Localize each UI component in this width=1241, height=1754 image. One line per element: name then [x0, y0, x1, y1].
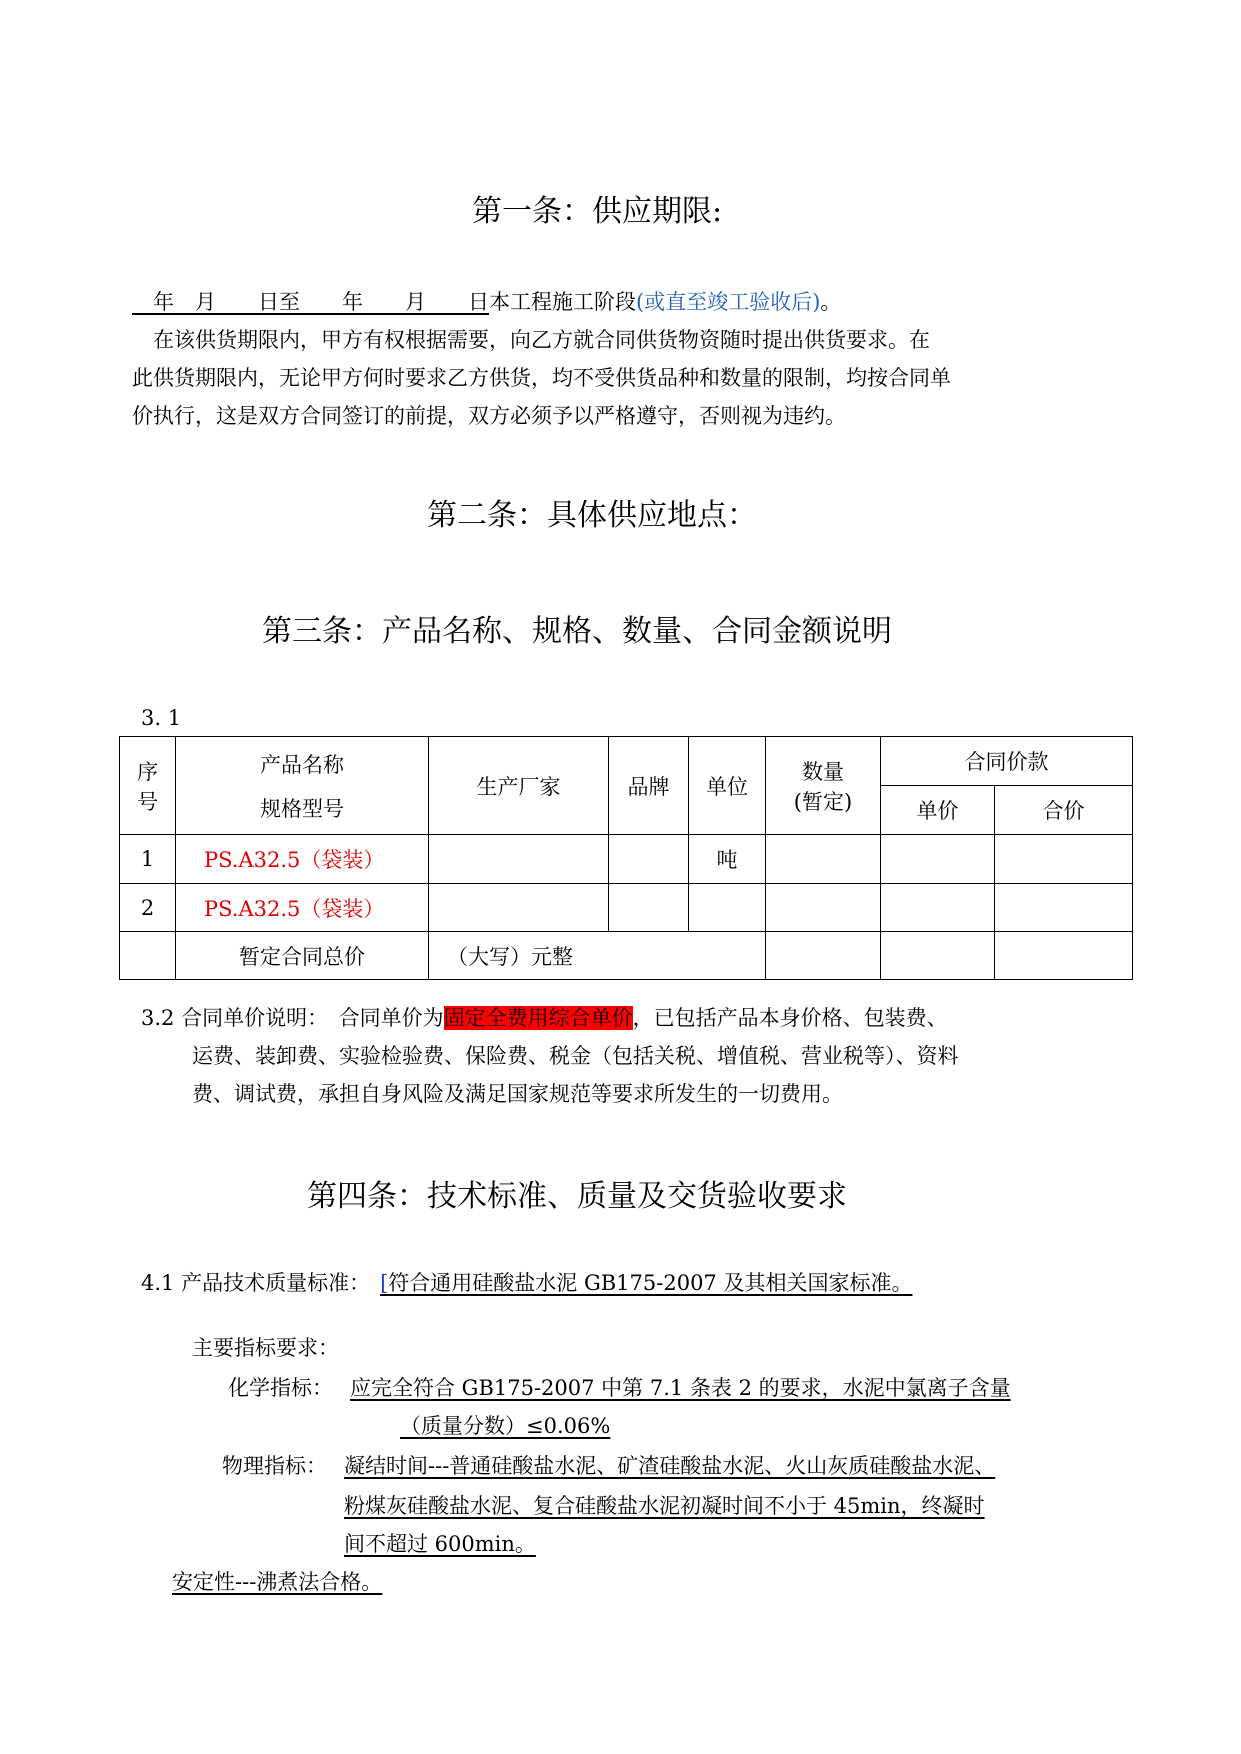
highlight-fixed-price: 固定全费用综合单价: [443, 1006, 633, 1030]
paragraph-line: 价执行，这是双方合同签订的前提，双方必须予以严格遵守，否则视为违约。: [132, 404, 846, 428]
row-seq: 2: [120, 884, 176, 932]
row-quantity: [766, 884, 881, 932]
article2-title: 第二条：具体供应地点：: [427, 498, 757, 533]
paragraph-line: 此供货期限内，无论甲方何时要求乙方供货，均不受供货品种和数量的限制，均按合同单: [132, 366, 951, 390]
summary-empty-cell: [766, 932, 881, 980]
row-unit: 吨: [689, 835, 766, 884]
supply-period-line: [132, 286, 841, 316]
header-quantity: 数量 (暂定): [766, 737, 881, 835]
summary-label: 暂定合同总价: [176, 932, 429, 980]
table-summary-row: [120, 932, 1133, 980]
physical-line2: 粉煤灰硅酸盐水泥、复合硅酸盐水泥初凝时间不小于 45min，终凝时: [344, 1494, 985, 1518]
table-row: [120, 884, 1133, 932]
row-seq: 1: [120, 835, 176, 884]
header-total-price: 合价: [995, 786, 1133, 835]
row-product-name: PS.A32.5（袋装）: [176, 835, 429, 884]
row-unit-price: [881, 835, 995, 884]
supply-period-suffix: 本工程施工阶段: [489, 290, 636, 314]
stability-line: 安定性---沸煮法合格。: [172, 1570, 383, 1594]
supply-period-note: (或直至竣工验收后): [636, 290, 821, 314]
row-quantity: [766, 835, 881, 884]
row-brand: [609, 835, 689, 884]
article3-title: 第三条：产品名称、规格、数量、合同金额说明: [262, 614, 892, 649]
section-3-2-line2: 运费、装卸费、实验检验费、保险费、税金（包括关税、增值税、营业税等）、资料: [192, 1044, 959, 1068]
row-manufacturer: [429, 835, 609, 884]
chemical-line2: （质量分数）≤0.06%: [400, 1414, 611, 1438]
bracket-mark: [: [380, 1271, 389, 1295]
paragraph-line: 在该供货期限内，甲方有权根据需要，向乙方就合同供货物资随时提出供货要求。在: [132, 328, 930, 352]
chemical-line1: 应完全符合 GB175-2007 中第 7.1 条表 2 的要求，水泥中氯离子含量: [350, 1376, 1011, 1400]
row-brand: [609, 884, 689, 932]
header-unit-price: 单价: [881, 786, 995, 835]
summary-empty-cell: [995, 932, 1133, 980]
supply-period-end: 。: [820, 290, 842, 314]
main-requirements-label: 主要指标要求：: [192, 1336, 339, 1360]
article4-title: 第四条：技术标准、质量及交货验收要求: [307, 1179, 847, 1214]
header-brand: 品牌: [609, 737, 689, 835]
section-3-2-rest: ，已包括产品本身价格、包装费、: [632, 1006, 948, 1030]
product-table: [119, 736, 1133, 980]
summary-empty-cell: [120, 932, 176, 980]
article1-title: 第一条：供应期限:: [472, 194, 723, 229]
header-product-name: 产品名称 规格型号: [176, 737, 429, 835]
row-total-price: [995, 835, 1133, 884]
row-manufacturer: [429, 884, 609, 932]
standard-text: 符合通用硅酸盐水泥 GB175-2007 及其相关国家标准。: [388, 1271, 913, 1295]
chemical-label: 化学指标：: [228, 1376, 333, 1400]
physical-line1: 凝结时间---普通硅酸盐水泥、矿渣硅酸盐水泥、火山灰质硅酸盐水泥、: [344, 1454, 996, 1478]
supply-period-fill: 年 月 日至 年 月 日: [132, 290, 489, 314]
row-product-name: PS.A32.5（袋装）: [176, 884, 429, 932]
section-3-2-lead: 3.2 合同单价说明： 合同单价为: [141, 1006, 444, 1030]
section-3-2-line3: 费、调试费，承担自身风险及满足国家规范等要求所发生的一切费用。: [192, 1082, 843, 1106]
row-total-price: [995, 884, 1133, 932]
section-4-1-standard: [370, 1271, 912, 1295]
header-manufacturer: 生产厂家: [429, 737, 609, 835]
summary-empty-cell: [881, 932, 995, 980]
header-seq: 序 号: [120, 737, 176, 835]
section-4-1-label: 4.1 产品技术质量标准：: [141, 1271, 371, 1295]
header-unit: 单位: [689, 737, 766, 835]
section-3-2-line1: [141, 1002, 948, 1032]
header-contract-price: 合同价款: [881, 737, 1133, 786]
section-3-1-label: 3. 1: [141, 706, 182, 730]
row-unit: [689, 884, 766, 932]
summary-amount: （大写）元整: [429, 932, 766, 980]
section-4-1: [141, 1267, 912, 1297]
row-unit-price: [881, 884, 995, 932]
table-row: [120, 835, 1133, 884]
physical-label: 物理指标：: [222, 1454, 327, 1478]
physical-line3: 间不超过 600min。: [344, 1532, 536, 1556]
